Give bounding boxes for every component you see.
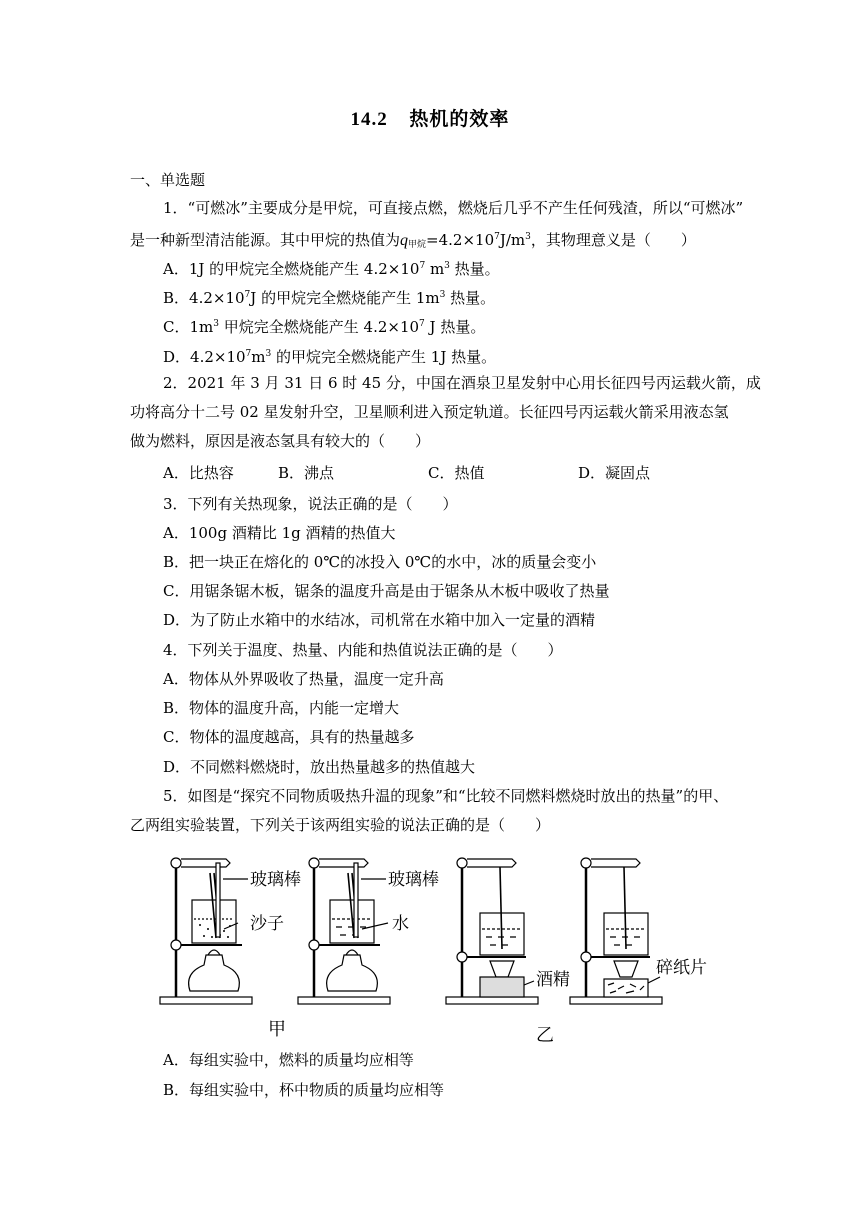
apparatus-water bbox=[298, 858, 390, 1004]
label-water: 水 bbox=[392, 914, 409, 934]
q2-option-a: A．比热容 bbox=[163, 464, 234, 482]
apparatus-alcohol bbox=[446, 858, 538, 1004]
q1-stem-line1: 1．“可燃冰”主要成分是甲烷，可直接点燃，燃烧后几乎不产生任何残渣，所以“可燃冰” bbox=[163, 199, 744, 217]
q5-option-a: A．每组实验中，燃料的质量均应相等 bbox=[163, 1051, 414, 1069]
label-group-yi: 乙 bbox=[536, 1025, 554, 1046]
q2-stem-line3: 做为燃料，原因是液态氢具有较大的（ ） bbox=[130, 432, 431, 450]
page-title bbox=[0, 104, 860, 131]
section-heading: 一、单选题 bbox=[130, 171, 206, 189]
q3-option-c: C．用锯条锯木板，锯条的温度升高是由于锯条从木板中吸收了热量 bbox=[163, 582, 610, 600]
q2-options-row bbox=[163, 463, 723, 483]
q5-stem-line1: 5．如图是“探究不同物质吸热升温的现象”和“比较不同燃料燃烧时放出的热量”的甲、 bbox=[163, 787, 729, 805]
label-glass-rod-1: 玻璃棒 bbox=[250, 870, 301, 890]
q4-option-c: C．物体的温度越高，具有的热量越多 bbox=[163, 728, 415, 746]
title-number: 14.2 bbox=[350, 109, 388, 130]
q5-option-b: B．每组实验中，杯中物质的质量均应相等 bbox=[163, 1081, 445, 1099]
q2-option-c: C．热值 bbox=[428, 464, 485, 482]
label-alcohol: 酒精 bbox=[536, 970, 570, 990]
q1-option-b: B．$4.2\times 10^7J$ 的甲烷完全燃烧能产生 $1m^3$ 热量。 bbox=[163, 289, 496, 307]
apparatus-paper bbox=[570, 858, 662, 1004]
q2-stem-line2: 功将高分十二号 02 星发射升空，卫星顺利进入预定轨道。长征四号丙运载火箭采用液态氢 bbox=[130, 403, 729, 421]
q4-option-a: A．物体从外界吸收了热量，温度一定升高 bbox=[163, 670, 444, 688]
q-symbol: q bbox=[400, 232, 409, 249]
q3-option-b: B．把一块正在熔化的 0℃的冰投入 0℃的水中，冰的质量会变小 bbox=[163, 553, 597, 571]
q4-stem: 4．下列关于温度、热量、内能和热值说法正确的是（ ） bbox=[163, 641, 563, 659]
q1-option-c: C．$1m^3$ 甲烷完全燃烧能产生 $4.2\times 10^7$ J 热量。 bbox=[163, 318, 486, 336]
q4-option-d: D．不同燃料燃烧时，放出热量越多的热值越大 bbox=[163, 758, 476, 776]
q2-stem-line1: 2．2021 年 3 月 31 日 6 时 45 分，中国在酒泉卫星发射中心用长征四号丙运载火箭，成 bbox=[163, 374, 761, 392]
label-paper: 碎纸片 bbox=[656, 958, 707, 978]
q3-option-a: A．100g 酒精比 1g 酒精的热值大 bbox=[163, 524, 396, 542]
q4-option-b: B．物体的温度升高，内能一定增大 bbox=[163, 699, 400, 717]
title-text: 热机的效率 bbox=[409, 108, 510, 130]
q3-stem: 3．下列有关热现象，说法正确的是（ ） bbox=[163, 495, 458, 513]
q2-option-d: D．凝固点 bbox=[578, 464, 651, 482]
q1-option-a: A．1J 的甲烷完全燃烧能产生 $4.2\times 10^7$ $m^3$ 热量。 bbox=[163, 260, 500, 278]
q1-option-d: D．$4.2\times 10^7m^3$ 的甲烷完全燃烧能产生 1J 热量。 bbox=[163, 348, 497, 366]
label-sand: 沙子 bbox=[250, 914, 284, 934]
apparatus-sand bbox=[160, 858, 252, 1004]
q3-option-d: D．为了防止水箱中的水结冰，司机常在水箱中加入一定量的酒精 bbox=[163, 611, 596, 629]
q2-option-b: B．沸点 bbox=[278, 464, 335, 482]
label-group-jia: 甲 bbox=[268, 1019, 286, 1040]
q5-stem-line2: 乙两组实验装置，下列关于该两组实验的说法正确的是（ ） bbox=[130, 816, 551, 834]
label-glass-rod-2: 玻璃棒 bbox=[388, 870, 439, 890]
experiment-figure bbox=[150, 845, 707, 1046]
q1-stem-line2: 是一种新型清洁能源。其中甲烷的热值为$q_{甲烷}=4.2\times 10^7J/m^3$，其物理意义是（ ） bbox=[130, 231, 696, 250]
